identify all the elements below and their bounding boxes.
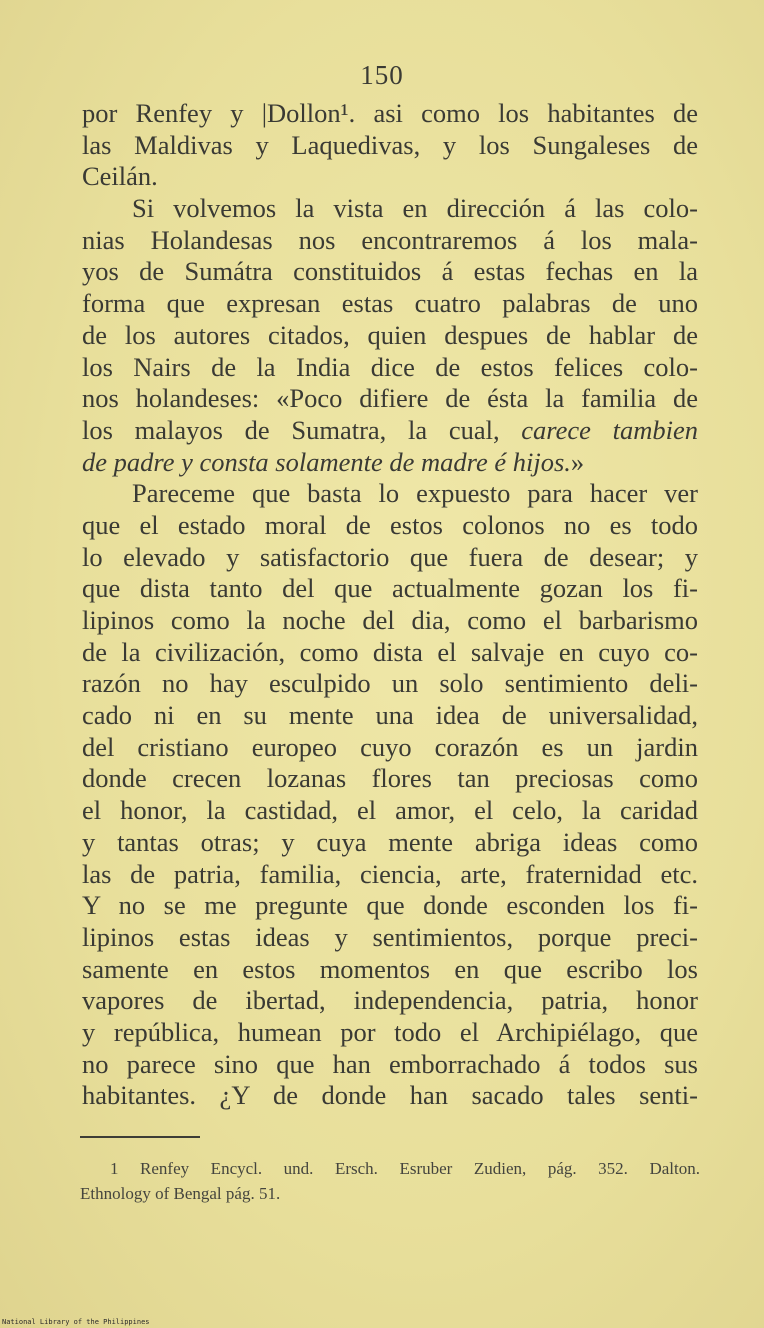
text-line: habitantes. ¿Y de donde han sacado tales senti- (82, 1080, 698, 1111)
text-line-roman: los malayos de Sumatra, la cual, (82, 414, 522, 445)
text-line: yos de Sumátra constituidos á estas fechas en la (82, 256, 698, 287)
text-line: que dista tanto del que actualmente gozan los fi- (82, 573, 698, 604)
text-line: lo elevado y satisfactorio que fuera de desear; y (82, 541, 698, 572)
text-line: por Renfey y |Dollon¹. asi como los habitantes de (82, 98, 698, 128)
text-line: no parece sino que han emborrachado á todos sus (82, 1048, 698, 1079)
text-line (82, 415, 698, 447)
text-line: las de patria, familia, ciencia, arte, fraternidad etc. (82, 858, 698, 889)
text-line: nias Holandesas nos encontraremos á los mala- (82, 224, 698, 255)
text-line: del cristiano europeo cuyo corazón es un jardin (82, 731, 698, 762)
text-line: y república, humean por todo el Archipiélago, que (82, 1016, 698, 1047)
text-line-italic: de padre y consta solamente de madre é hijos. (82, 446, 571, 477)
footnote (80, 1156, 700, 1206)
footnote-line: 1 Renfey Encycl. und. Ersch. Esruber Zudien, pág. 352. Dalton. (110, 1159, 700, 1178)
text-line: Si volvemos la vista en dirección á las colo- (132, 193, 698, 224)
text-line: Ceilán. (82, 161, 158, 192)
text-line: de los autores citados, quien despues de hablar de (82, 319, 698, 350)
text-line: Pareceme que basta lo expuesto para hacer ver (132, 478, 698, 509)
text-line: y tantas otras; y cuya mente abriga ideas como (82, 826, 698, 857)
text-line: lipinos como la noche del dia, como el barbarismo (82, 605, 698, 635)
footnote-divider (80, 1136, 200, 1138)
text-line: vapores de ibertad, independencia, patria, honor (82, 985, 698, 1016)
body-text (82, 98, 698, 1112)
text-line: Y no se me pregunte que donde esconden los fi- (82, 890, 698, 921)
footnote-line: Ethnology of Bengal pág. 51. (80, 1184, 281, 1203)
text-line: forma que expresan estas cuatro palabras de uno (82, 288, 698, 319)
text-line: razón no hay esculpido un solo sentimiento deli- (82, 668, 698, 699)
text-line-roman: » (570, 446, 585, 477)
text-line: samente en estos momentos en que escribo los (82, 953, 698, 984)
text-line: los Nairs de la India dice de estos felices colo- (82, 351, 698, 382)
text-line: cado ni en su mente una idea de universalidad, (82, 700, 698, 731)
page-number: 150 (360, 60, 404, 90)
text-line: donde crecen lozanas flores tan preciosas como (82, 763, 698, 794)
text-line: el honor, la castidad, el amor, el celo, la caridad (82, 795, 698, 826)
text-line: las Maldivas y Laquedivas, y los Sungaleses de (82, 129, 698, 160)
text-line: que el estado moral de estos colonos no es todo (82, 509, 698, 540)
text-line (82, 447, 698, 479)
text-line: lipinos estas ideas y sentimientos, porque preci- (82, 921, 698, 952)
library-imprint: National Library of the Philippines (2, 1318, 150, 1326)
text-line: nos holandeses: «Poco difiere de ésta la familia de (82, 383, 698, 414)
text-line: de la civilización, como dista el salvaje en cuyo co- (82, 636, 698, 667)
text-line-italic: carece tambien (521, 414, 698, 445)
